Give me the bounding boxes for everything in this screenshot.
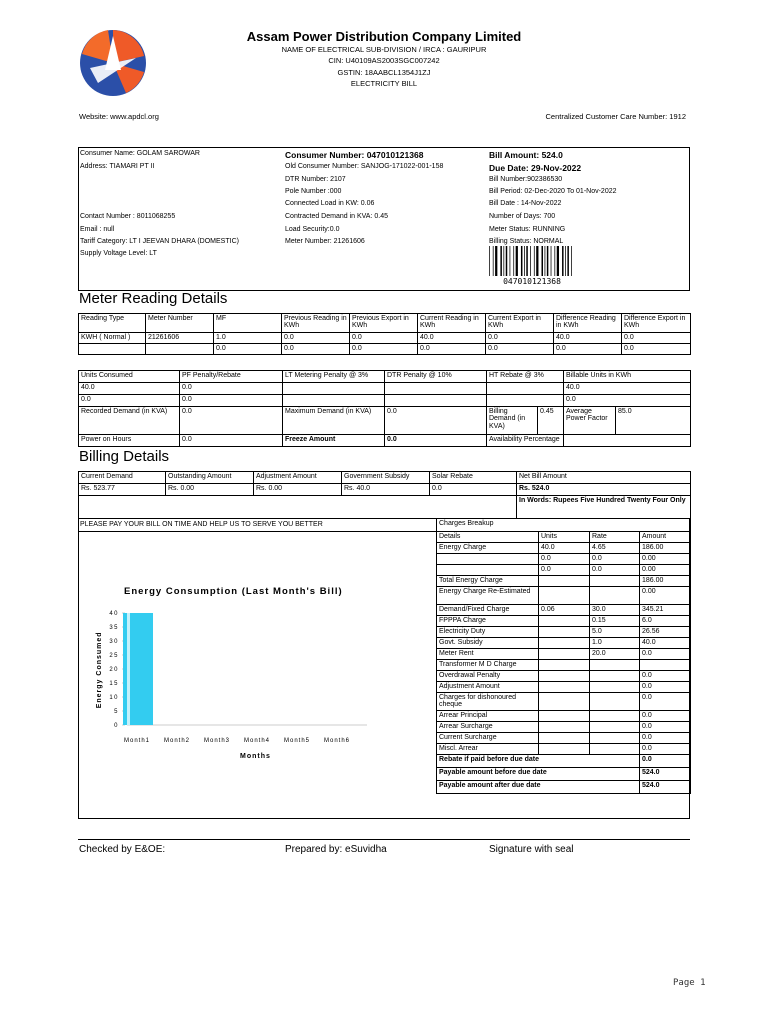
table-cell	[79, 344, 146, 355]
y-tick-label: 0	[114, 723, 119, 729]
page-number: Page 1	[673, 978, 706, 988]
barcode-bar	[489, 246, 490, 276]
table-cell: 345.21	[640, 605, 691, 616]
table-cell: 0.0	[640, 711, 691, 722]
table-cell: 0.0	[640, 733, 691, 744]
barcode-bar	[551, 246, 552, 276]
table-cell	[590, 671, 640, 682]
barcode-bar	[500, 246, 502, 276]
table-row	[437, 682, 691, 693]
table-cell	[539, 671, 590, 682]
table-cell	[539, 638, 590, 649]
meter-number: Meter Number: 21261606	[285, 238, 365, 245]
barcode-bar	[565, 246, 566, 276]
charges-breakup-table	[436, 518, 691, 794]
recorded-demand-label: Recorded Demand (in KVA)	[79, 407, 180, 435]
gstin: GSTIN: 18AABCL1354J1ZJ	[337, 68, 431, 77]
website: Website: www.apdcl.org	[79, 112, 159, 121]
barcode-bar	[524, 246, 525, 276]
table-row	[437, 587, 691, 605]
barcode-bar	[536, 246, 538, 276]
table-cell: 0.0	[350, 344, 418, 355]
bill-date: Bill Date : 14-Nov-2022	[489, 200, 562, 207]
table-cell: 0.0	[640, 693, 691, 711]
x-tick-label: Month6	[323, 738, 351, 744]
table-cell	[539, 733, 590, 744]
barcode-bar	[547, 246, 549, 276]
old-consumer-number: Old Consumer Number: SANJOG-171022-001-158	[285, 163, 444, 170]
th-curr-export: Current Export in KWh	[486, 314, 554, 333]
table-cell: 0.0	[640, 682, 691, 693]
th-curr-reading: Current Reading in KWh	[418, 314, 486, 333]
net-bill-value: Rs. 524.0	[517, 484, 691, 496]
barcode-bar	[571, 246, 572, 276]
table-cell: Electricity Duty	[437, 627, 539, 638]
table-cell: 0.0	[350, 333, 418, 344]
rebate-value: 0.0	[640, 755, 691, 768]
table-cell: 0.0	[418, 344, 486, 355]
table-cell	[590, 682, 640, 693]
table-cell	[437, 565, 539, 576]
amount-in-words: In Words: Rupees Five Hundred Twenty Four Only	[517, 496, 691, 519]
meter-status: Meter Status: RUNNING	[489, 226, 566, 233]
table-cell: 0.00	[640, 587, 691, 605]
adjustment-value: Rs. 0.00	[254, 484, 342, 496]
barcode-bar	[521, 246, 523, 276]
th-lt-penalty: LT Metering Penalty @ 3%	[283, 371, 385, 383]
table-cell: 0.0	[180, 383, 283, 395]
table-cell: Govt. Subsidy	[437, 638, 539, 649]
subsidy-value: Rs. 40.0	[342, 484, 430, 496]
table-row	[437, 711, 691, 722]
consumer-name: Consumer Name: GOLAM SAROWAR	[80, 150, 200, 157]
table-cell: 40.0	[564, 383, 691, 395]
table-cell	[437, 554, 539, 565]
table-row	[437, 744, 691, 755]
th-reading-type: Reading Type	[79, 314, 146, 333]
th-details: Details	[437, 532, 539, 543]
x-tick-label: Month1	[123, 738, 151, 744]
barcode-bar	[503, 246, 504, 276]
th-dtr-penalty: DTR Penalty @ 10%	[385, 371, 487, 383]
barcode-bar	[554, 246, 555, 276]
cin: CIN: U40109AS2003SGC007242	[328, 56, 440, 65]
barcode-bar	[567, 246, 569, 276]
contracted-demand: Contracted Demand in KVA: 0.45	[285, 213, 388, 220]
table-cell	[146, 344, 214, 355]
table-cell	[283, 383, 385, 395]
table-cell: 0.0	[640, 722, 691, 733]
table-cell	[539, 576, 590, 587]
recorded-demand-value: 0.0	[180, 407, 283, 435]
table-cell: 0.06	[539, 605, 590, 616]
barcode-bar	[557, 246, 559, 276]
payable-before-label: Payable amount before due date	[437, 768, 640, 781]
table-cell: 0.0	[486, 344, 554, 355]
table-row	[437, 627, 691, 638]
table-cell: 0.0	[590, 565, 640, 576]
table-cell: Adjustment Amount	[437, 682, 539, 693]
table-row	[437, 605, 691, 616]
barcode-bar	[530, 246, 531, 276]
th-amount: Amount	[640, 532, 691, 543]
th-prev-reading: Previous Reading in KWh	[282, 314, 350, 333]
due-date: Due Date: 29-Nov-2022	[489, 163, 582, 173]
th-net-bill: Net Bill Amount	[517, 472, 691, 484]
th-mf: MF	[214, 314, 282, 333]
table-cell: 186.00	[640, 543, 691, 554]
x-tick-label: Month5	[283, 738, 311, 744]
table-cell	[539, 627, 590, 638]
table-cell: 0.0	[539, 565, 590, 576]
footer-divider	[78, 839, 690, 840]
barcode-bar	[545, 246, 546, 276]
barcode-bar	[493, 246, 494, 276]
table-cell: 20.0	[590, 649, 640, 660]
table-row	[79, 484, 691, 496]
table-row	[437, 576, 691, 587]
table-cell	[79, 496, 517, 519]
chart-x-label: Months	[240, 753, 271, 760]
y-tick-label: 20	[109, 667, 119, 673]
y-tick-label: 15	[109, 681, 119, 687]
avg-power-factor-value: 85.0	[616, 407, 691, 435]
billing-status: Billing Status: NORMAL	[489, 238, 564, 245]
contact-number: Contact Number : 8011068255	[80, 213, 176, 220]
tariff-category: Tariff Category: LT I JEEVAN DHARA (DOMESTIC)	[80, 238, 239, 245]
care-number: Centralized Customer Care Number: 1912	[545, 112, 686, 121]
y-tick-label: 30	[109, 639, 119, 645]
connected-load: Connected Load in KW: 0.06	[285, 200, 375, 207]
table-row	[437, 671, 691, 682]
table-cell	[539, 693, 590, 711]
table-cell	[590, 733, 640, 744]
table-cell: Arrear Principal	[437, 711, 539, 722]
th-ht-rebate: HT Rebate @ 3%	[487, 371, 564, 383]
barcode-bar	[513, 246, 514, 276]
power-on-hours-value: 0.0	[180, 435, 283, 447]
billing-demand-label: Billing Demand (in KVA)	[487, 407, 538, 435]
subdivision: NAME OF ELECTRICAL SUB-DIVISION / IRCA : GAURIPUR	[281, 45, 487, 54]
table-cell	[590, 722, 640, 733]
bill-number: Bill Number:902386530	[489, 176, 563, 183]
barcode-bar	[510, 246, 511, 276]
table-cell	[590, 660, 640, 671]
number-of-days: Number of Days: 700	[489, 213, 556, 220]
table-cell: 26.56	[640, 627, 691, 638]
table-cell: 0.0	[640, 649, 691, 660]
table-cell	[539, 682, 590, 693]
table-cell	[487, 383, 564, 395]
table-cell	[539, 744, 590, 755]
th-meter-number: Meter Number	[146, 314, 214, 333]
barcode-bar	[526, 246, 528, 276]
table-cell: Miscl. Arrear	[437, 744, 539, 755]
barcode-bar	[516, 246, 518, 276]
solar-rebate-value: 0.0	[430, 484, 517, 496]
barcode	[487, 246, 575, 276]
th-current-demand: Current Demand	[79, 472, 166, 484]
table-cell: 6.0	[640, 616, 691, 627]
billing-details-title: Billing Details	[79, 448, 170, 465]
table-row	[79, 435, 691, 447]
table-row	[437, 693, 691, 711]
dtr-number: DTR Number: 2107	[285, 176, 346, 183]
table-cell: Transformer M D Charge	[437, 660, 539, 671]
th-solar-rebate: Solar Rebate	[430, 472, 517, 484]
table-cell	[385, 383, 487, 395]
table-cell	[539, 649, 590, 660]
table-cell: 0.0	[564, 395, 691, 407]
table-cell: 0.0	[640, 671, 691, 682]
table-row	[437, 616, 691, 627]
table-cell	[590, 693, 640, 711]
table-cell: Charges for dishonoured cheque	[437, 693, 539, 711]
meter-reading-table	[78, 313, 691, 355]
table-cell: 0.0	[590, 554, 640, 565]
table-cell: Meter Rent	[437, 649, 539, 660]
table-cell: 1.0	[214, 333, 282, 344]
table-row	[437, 722, 691, 733]
table-cell: Current Surcharge	[437, 733, 539, 744]
table-cell: 0.0	[554, 344, 622, 355]
table-row	[437, 565, 691, 576]
table-cell: Total Energy Charge	[437, 576, 539, 587]
y-tick-label: 5	[114, 709, 119, 715]
table-cell: 0.0	[622, 333, 691, 344]
pole-number: Pole Number :000	[285, 188, 342, 195]
payable-after-label: Payable amount after due date	[437, 781, 640, 794]
company-name: Assam Power Distribution Company Limited	[246, 29, 522, 44]
table-cell	[590, 576, 640, 587]
bill-period: Bill Period: 02-Dec-2020 To 01-Nov-2022	[489, 188, 617, 195]
table-cell	[487, 395, 564, 407]
table-row	[437, 543, 691, 554]
payable-after-value: 524.0	[640, 781, 691, 794]
barcode-bar	[506, 246, 508, 276]
table-cell	[640, 660, 691, 671]
billing-summary-table	[78, 471, 691, 519]
table-cell	[590, 711, 640, 722]
th-outstanding: Outstanding Amount	[166, 472, 254, 484]
table-cell: 1.0	[590, 638, 640, 649]
barcode-bar	[562, 246, 564, 276]
table-cell: KWH ( Normal )	[79, 333, 146, 344]
th-rate: Rate	[590, 532, 640, 543]
table-cell: FPPPA Charge	[437, 616, 539, 627]
table-cell: 0.0	[214, 344, 282, 355]
table-cell: 0.0	[486, 333, 554, 344]
table-cell	[590, 744, 640, 755]
table-cell	[385, 395, 487, 407]
table-cell: 40.0	[554, 333, 622, 344]
table-row	[437, 768, 691, 781]
table-cell: 4.65	[590, 543, 640, 554]
table-cell: 0.0	[180, 395, 283, 407]
table-row	[437, 554, 691, 565]
freeze-amount-value: 0.0	[385, 435, 487, 447]
table-row	[437, 649, 691, 660]
table-row	[79, 407, 691, 435]
x-tick-label: Month4	[243, 738, 271, 744]
th-prev-export: Previous Export in KWh	[350, 314, 418, 333]
x-tick-label: Month2	[163, 738, 191, 744]
table-cell: 186.00	[640, 576, 691, 587]
y-tick-label: 10	[109, 695, 119, 701]
table-cell: 0.0	[282, 344, 350, 355]
table-cell: 30.0	[590, 605, 640, 616]
email: Email : null	[80, 226, 115, 233]
table-cell: 5.0	[590, 627, 640, 638]
billing-demand-value: 0.45	[538, 407, 564, 435]
table-row	[437, 781, 691, 794]
freeze-amount-label: Freeze Amount	[283, 435, 385, 447]
checked-by: Checked by E&OE:	[79, 844, 166, 855]
current-demand-value: Rs. 523.77	[79, 484, 166, 496]
doc-title: ELECTRICITY BILL	[350, 79, 418, 88]
units-table	[78, 370, 691, 447]
consumer-number: Consumer Number: 047010121368	[285, 150, 424, 160]
charges-breakup-title: Charges Breakup	[437, 519, 691, 532]
supply-voltage: Supply Voltage Level: LT	[80, 250, 157, 257]
table-cell	[539, 616, 590, 627]
table-cell: Overdrawal Penalty	[437, 671, 539, 682]
th-units-consumed: Units Consumed	[79, 371, 180, 383]
rebate-label: Rebate if paid before due date	[437, 755, 640, 768]
y-tick-label: 35	[109, 625, 119, 631]
table-cell	[539, 660, 590, 671]
th-subsidy: Government Subsidy	[342, 472, 430, 484]
prepared-by: Prepared by: eSuvidha	[285, 844, 387, 855]
table-cell: Energy Charge Re-Estimated	[437, 587, 539, 605]
th-diff-reading: Difference Reading in KWh	[554, 314, 622, 333]
barcode-bar	[542, 246, 544, 276]
load-security: Load Security:0.0	[285, 226, 340, 233]
notice-divider	[78, 531, 436, 532]
th-billable-units: Billable Units in KWh	[564, 371, 691, 383]
max-demand-value: 0.0	[385, 407, 487, 435]
max-demand-label: Maximum Demand (in KVA)	[283, 407, 385, 435]
table-cell: 0.15	[590, 616, 640, 627]
table-row	[79, 395, 691, 407]
table-cell: 40.0	[640, 638, 691, 649]
table-cell: Arrear Surcharge	[437, 722, 539, 733]
table-cell: 21261606	[146, 333, 214, 344]
energy-chart	[80, 600, 380, 770]
table-cell: 40.0	[418, 333, 486, 344]
pay-notice: PLEASE PAY YOUR BILL ON TIME AND HELP US TO SERVE YOU BETTER	[80, 521, 323, 528]
table-cell	[539, 587, 590, 605]
table-cell: 0.00	[640, 554, 691, 565]
meter-reading-title: Meter Reading Details	[79, 290, 228, 307]
table-cell: 0.0	[539, 554, 590, 565]
th-diff-export: Difference Export in KWh	[622, 314, 691, 333]
table-cell: 0.00	[640, 565, 691, 576]
table-row	[79, 383, 691, 395]
x-tick-label: Month3	[203, 738, 231, 744]
th-adjustment: Adjustment Amount	[254, 472, 342, 484]
consumer-address: Address: TIAMARI PT II	[80, 163, 155, 170]
y-tick-label: 25	[109, 653, 119, 659]
th-pf-penalty: PF Penalty/Rebate	[180, 371, 283, 383]
table-cell: 0.0	[622, 344, 691, 355]
availability-label: Availability Percentage	[487, 435, 564, 447]
table-cell: 40.0	[539, 543, 590, 554]
avg-power-factor-label: Average Power Factor	[564, 407, 616, 435]
table-row	[437, 733, 691, 744]
y-tick-label: 40	[109, 611, 119, 617]
power-on-hours-label: Power on Hours	[79, 435, 180, 447]
table-cell: Demand/Fixed Charge	[437, 605, 539, 616]
table-cell	[590, 587, 640, 605]
table-row	[79, 496, 691, 519]
signature: Signature with seal	[489, 844, 574, 855]
barcode-bar	[534, 246, 535, 276]
table-row	[437, 660, 691, 671]
table-row	[79, 333, 691, 344]
th-units: Units	[539, 532, 590, 543]
table-row	[79, 344, 691, 355]
table-cell: 0.0	[640, 744, 691, 755]
table-cell	[539, 722, 590, 733]
availability-value	[564, 435, 691, 447]
table-cell: 0.0	[282, 333, 350, 344]
table-row	[437, 638, 691, 649]
table-row	[437, 755, 691, 768]
chart-title: Energy Consumption (Last Month's Bill)	[124, 586, 343, 597]
payable-before-value: 524.0	[640, 768, 691, 781]
table-cell: 40.0	[79, 383, 180, 395]
table-cell: 0.0	[79, 395, 180, 407]
barcode-bar	[495, 246, 497, 276]
barcode-number: 047010121368	[503, 277, 561, 286]
outstanding-value: Rs. 0.00	[166, 484, 254, 496]
chart-bar-highlight	[127, 613, 130, 725]
table-cell: Energy Charge	[437, 543, 539, 554]
chart-y-label: Energy Consumed	[96, 631, 104, 709]
table-cell	[539, 711, 590, 722]
table-cell	[283, 395, 385, 407]
bill-amount: Bill Amount: 524.0	[489, 150, 563, 160]
